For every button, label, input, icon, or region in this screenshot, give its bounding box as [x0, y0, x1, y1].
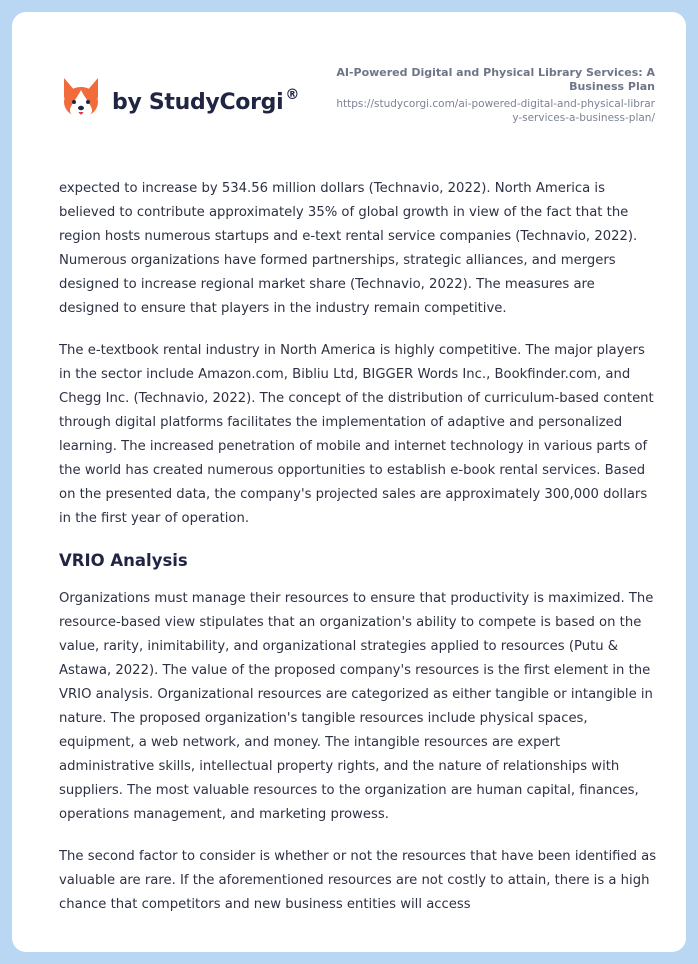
document-page: [12, 12, 686, 952]
studycorgi-logo[interactable]: [60, 76, 299, 120]
brand-name: by StudyCorgi ®: [112, 87, 300, 115]
document-title: AI-Powered Digital and Physical Library Services: A Business Plan: [336, 66, 655, 93]
document-url[interactable]: https://studycorgi.com/ai-powered-digital-and-physical-library-services-a-business-plan/: [336, 98, 655, 124]
document-body: [59, 177, 659, 935]
page-header: [12, 12, 686, 162]
document-meta: [335, 66, 655, 125]
body-paragraph: The second factor to consider is whether or not the resources that have been identified as valuable are rare. If the aforementioned resources are not costly to attain, there is a high chance that competitors and new business entities will access: [59, 849, 657, 912]
body-paragraph: The e-textbook rental industry in North America is highly competitive. The major players in the sector include Amazon.com, Bibliu Ltd, BIGGER Words Inc., Bookfinder.com, and Chegg Inc. (Technavio, 2022). The concept of the distribution of curriculum-based content through digital platforms facilitates the implementation of adaptive and personalized learning. The increased penetration of mobile and internet technology in various parts of the world has created numerous opportunities to establish e-book rental services. Based on the presented data, the company's projected sales are approximately 300,000 dollars in the first year of operation.: [59, 343, 654, 526]
section-heading: VRIO Analysis: [59, 551, 188, 570]
corgi-icon: [60, 76, 102, 120]
body-paragraph: expected to increase by 534.56 million dollars (Technavio, 2022). North America is believed to contribute approximately 35% of global growth in view of the fact that the region hosts numerous startups and e-text rental service companies (Technavio, 2022). Numerous organizations have formed partnerships, strategic alliances, and mergers designed to increase regional market share (Technavio, 2022). The measures are designed to ensure that players in the industry remain competitive.: [59, 181, 638, 316]
body-paragraph: Organizations must manage their resources to ensure that productivity is maximized. The resource-based view stipulates that an organization's ability to compete is based on the value, rarity, inimitability, and organizational strategies applied to resources (Putu & Astawa, 2022). The value of the proposed company's resources is the first element in the VRIO analysis. Organizational resources are categorized as either tangible or intangible in nature. The proposed organization's tangible resources include physical spaces, equipment, a web network, and money. The intangible resources are expert administrative skills, intellectual property rights, and the nature of relationships with suppliers. The most valuable resources to the organization are human capital, finances, operations management, and marketing prowess.: [59, 591, 654, 822]
registered-mark: ®: [285, 87, 300, 103]
